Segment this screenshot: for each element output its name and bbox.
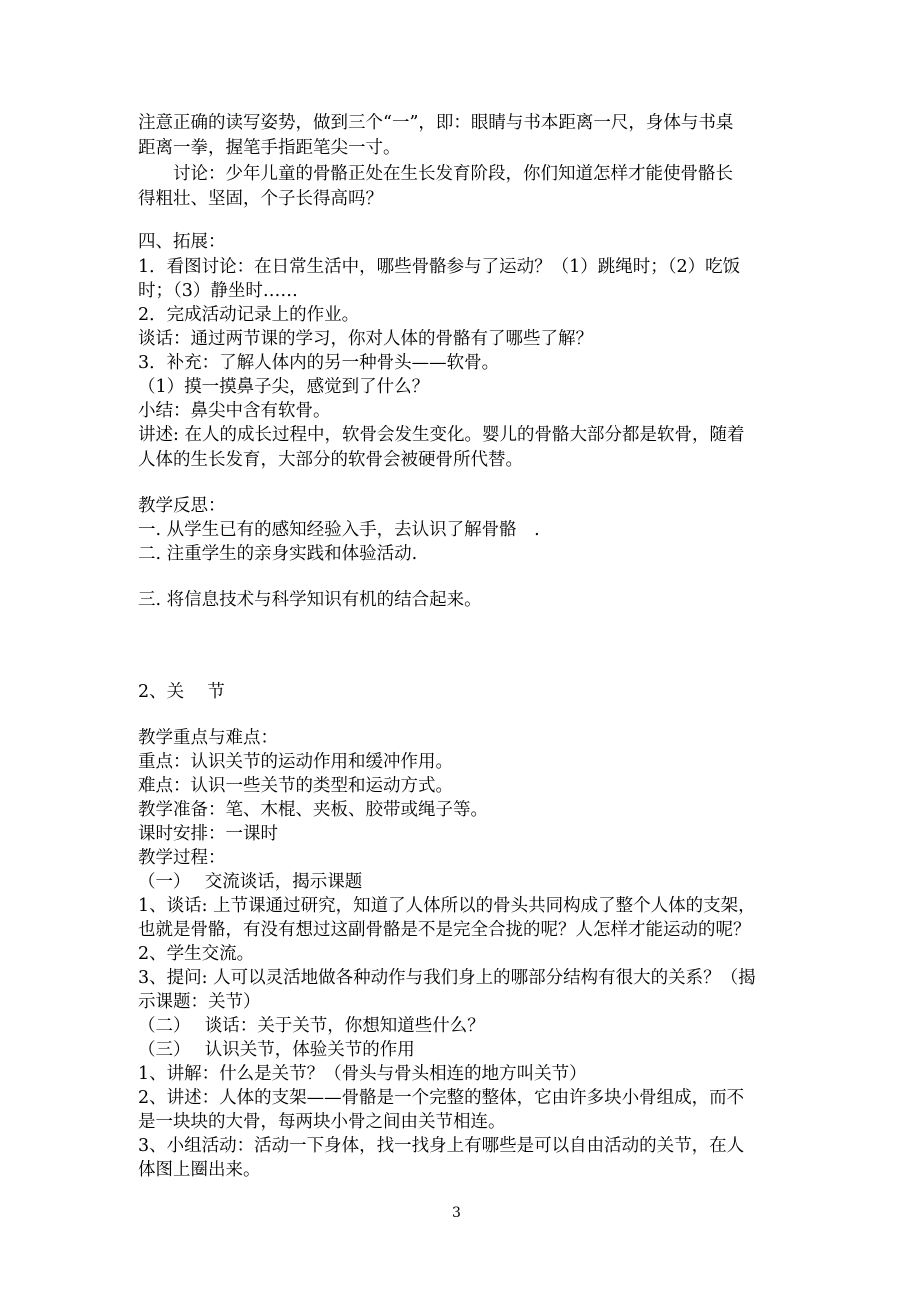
text-line: 得粗壮、坚固，个子长得高吗？ bbox=[138, 189, 383, 209]
text-line: 人体的生长发育，大部分的软骨会被硬骨所代替。 bbox=[138, 450, 523, 470]
page-number: 3 bbox=[452, 1205, 461, 1221]
text-line: 距离一拳，握笔手指距笔尖一寸。 bbox=[138, 138, 401, 158]
text-line: 教学准备：笔、木棍、夹板、胶带或绳子等。 bbox=[138, 800, 488, 820]
text-line: 三. 将信息技术与科学知识有机的结合起来。 bbox=[138, 590, 482, 610]
text-line: 也就是骨骼，有没有想过这副骨骼是不是完全合拢的呢？人怎样才能运动的呢？ bbox=[138, 920, 751, 940]
text-line: 3、提问: 人可以灵活地做各种动作与我们身上的哪部分结构有很大的关系？（揭 bbox=[138, 968, 756, 988]
text-line: 2、讲述：人体的支架——骨骼是一个完整的整体，它由许多块小骨组成，而不 bbox=[138, 1088, 745, 1108]
text-line: 讨论：少年儿童的骨骼正处在生长发育阶段，你们知道怎样才能使骨骼长 bbox=[173, 164, 733, 184]
text-line: 讲述: 在人的成长过程中，软骨会发生变化。婴儿的骨骼大部分都是软骨，随着 bbox=[138, 425, 745, 445]
text-line: 教学过程： bbox=[138, 848, 226, 868]
text-line: 课时安排：一课时 bbox=[138, 824, 278, 844]
text-line: 时；（3）静坐时…… bbox=[138, 281, 298, 301]
text-line: （1）摸一摸鼻子尖，感觉到了什么？ bbox=[138, 377, 430, 397]
text-line: 2．完成活动记录上的作业。 bbox=[138, 305, 360, 325]
text-line: 二. 注重学生的亲身实践和体验活动. bbox=[138, 544, 418, 564]
text-line: 一. 从学生已有的感知经验入手，去认识了解骨骼 . bbox=[138, 520, 540, 540]
section-heading: 教学重点与难点： bbox=[138, 728, 278, 748]
section-heading: 四、拓展： bbox=[138, 232, 226, 252]
text-line: 3．补充：了解人体内的另一种骨头——软骨。 bbox=[138, 353, 500, 373]
text-line: （一） 交流谈话，揭示课题 bbox=[138, 872, 363, 892]
text-line: 示课题：关节） bbox=[138, 992, 261, 1012]
text-line: 小结：鼻尖中含有软骨。 bbox=[138, 401, 331, 421]
text-line: 1、谈话: 上节课通过研究，知道了人体所以的骨头共同构成了整个人体的支架， bbox=[138, 896, 756, 916]
text-line: 1．看图讨论：在日常生活中，哪些骨骼参与了运动？（1）跳绳时；（2）吃饭 bbox=[138, 257, 741, 277]
text-line: 谈话：通过两节课的学习，你对人体的骨骼有了哪些了解？ bbox=[138, 329, 593, 349]
text-line: （二） 谈话：关于关节，你想知道些什么？ bbox=[138, 1016, 485, 1036]
lesson-title: 2、关 节 bbox=[138, 682, 225, 702]
text-line: 2、学生交流。 bbox=[138, 944, 255, 964]
text-line: 体图上圈出来。 bbox=[138, 1160, 261, 1180]
text-line: 重点：认识关节的运动作用和缓冲作用。 bbox=[138, 752, 453, 772]
text-line: 3、小组活动：活动一下身体，找一找身上有哪些是可以自由活动的关节，在人 bbox=[138, 1136, 745, 1156]
text-line: 1、讲解：什么是关节？（骨头与骨头相连的地方叫关节） bbox=[138, 1064, 587, 1084]
text-line: 难点：认识一些关节的类型和运动方式。 bbox=[138, 776, 453, 796]
text-line: 注意正确的读写姿势，做到三个“一”，即：眼睛与书本距离一尺，身体与书桌 bbox=[138, 113, 734, 133]
text-line: 是一块块的大骨，每两块小骨之间由关节相连。 bbox=[138, 1112, 506, 1132]
text-line: （三） 认识关节，体验关节的作用 bbox=[138, 1040, 415, 1060]
section-heading: 教学反思： bbox=[138, 496, 226, 516]
